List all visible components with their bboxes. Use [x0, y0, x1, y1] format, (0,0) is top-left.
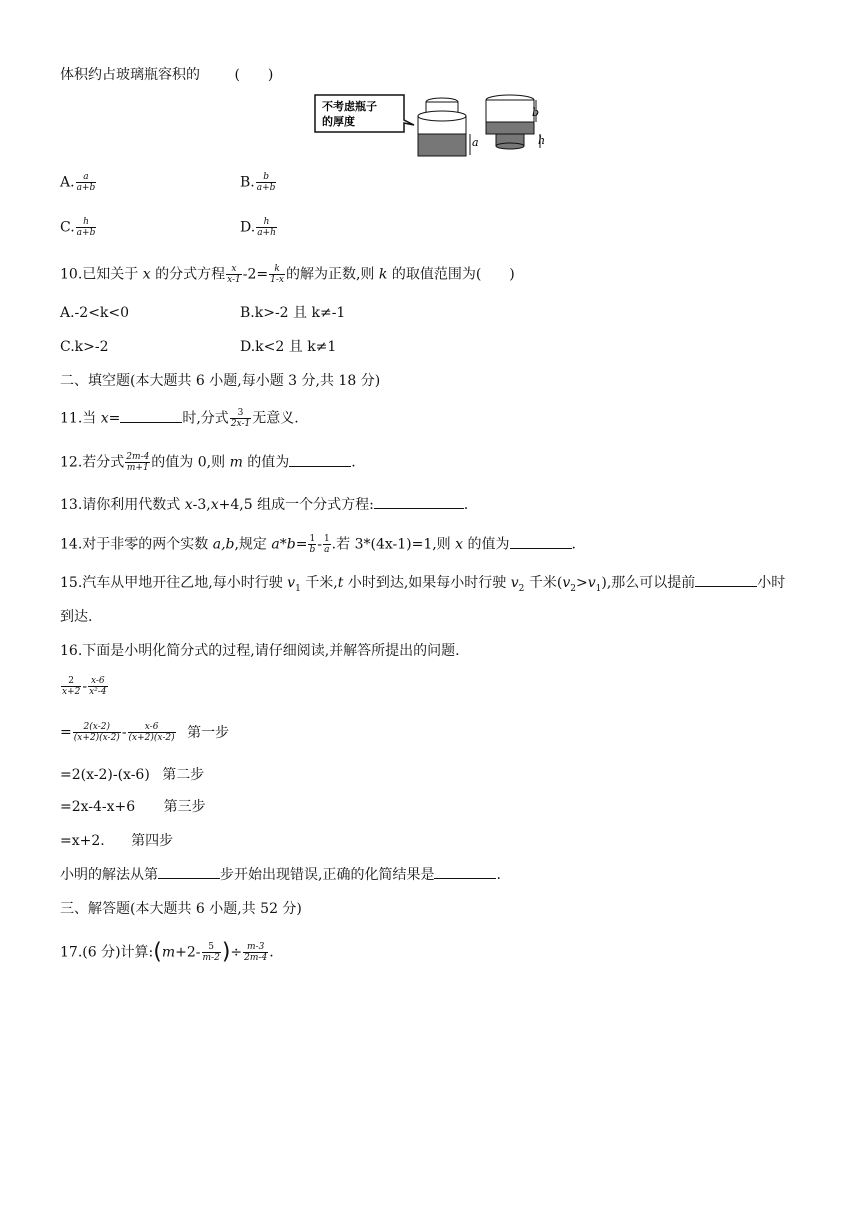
step-label: 第一步	[187, 724, 230, 741]
text: .	[269, 944, 274, 961]
var-v: v	[287, 575, 296, 591]
text: 的值为	[463, 536, 510, 553]
q17	[60, 939, 274, 965]
bubble	[315, 95, 414, 132]
numerator: 2	[61, 676, 81, 687]
step-expr: =2(x-2)-(x-6)	[60, 767, 150, 783]
q9-stem	[60, 66, 273, 84]
q10-option-a: A.-2<k<0	[60, 305, 130, 321]
q10-option-b: B.k>-2 且 k≠-1	[240, 305, 346, 321]
label-h: h	[538, 134, 546, 147]
var-t: t	[337, 575, 344, 591]
q15-line-1: 15.汽车从甲地开往乙地,每小时行驶 $v_1$ 千米,t 小时到达,如果每小时行驶 $v_2$ 千米$(v_2>v_1)$,那么可以提前 小时	[60, 575, 786, 594]
step-label: 第二步	[162, 767, 205, 783]
q14	[60, 534, 576, 555]
var-m: m	[229, 454, 243, 471]
q9-option-c	[60, 217, 97, 238]
q16-step-1: = $\frac{2(x-2)}{(x+2)(x-2)}$ - $\frac{x-6}{(x+2)(x-2)}$ 第一步	[60, 722, 230, 743]
fraction	[308, 534, 316, 555]
numerator: 3	[230, 408, 251, 419]
q16-question	[60, 866, 501, 884]
numerator: k	[269, 264, 285, 275]
text: 17.(6 分)计算:	[60, 944, 154, 961]
fraction	[256, 172, 277, 193]
text: ),那么可以提前	[601, 575, 696, 591]
q16-title: 16.下面是小明化简分式的过程,请仔细阅读,并解答所提出的问题.	[60, 643, 460, 659]
numerator: 1	[309, 534, 316, 544]
var-v: v	[587, 575, 596, 591]
fraction	[76, 217, 97, 238]
numerator: 2m-4	[126, 452, 150, 462]
numerator: 5	[202, 942, 221, 953]
denominator: a	[324, 545, 330, 555]
answer-blank[interactable]	[510, 536, 572, 549]
label-a: a	[472, 136, 479, 149]
text: +4,5 组成一个分式方程:	[218, 497, 374, 513]
fraction	[73, 722, 121, 743]
fraction	[269, 264, 285, 285]
denominator: a+b	[76, 228, 96, 238]
denominator: m+1	[126, 463, 149, 473]
var-v: v	[562, 575, 571, 591]
denominator: 2m-4	[244, 953, 268, 963]
text: -3,	[192, 497, 211, 513]
answer-blank[interactable]	[158, 866, 220, 879]
q10-stem	[60, 264, 515, 285]
fraction	[125, 452, 150, 473]
denominator: a+b	[256, 183, 276, 193]
denominator: x-1	[227, 275, 241, 285]
text: 的值为	[242, 454, 290, 471]
var-ab: a,b	[212, 536, 235, 553]
section-3-heading: 三、解答题(本大题共 6 小题,共 52 分)	[60, 901, 302, 917]
text: .	[571, 536, 576, 553]
bottle-inverted	[486, 95, 545, 149]
fraction	[76, 172, 97, 193]
text: 15.汽车从甲地开往乙地,每小时行驶	[60, 575, 288, 591]
step-label: 第四步	[131, 833, 174, 849]
text: 的分式方程	[155, 266, 226, 283]
bottle-upright	[418, 98, 479, 156]
fraction	[243, 942, 268, 963]
q16-step-2	[60, 766, 204, 784]
q9-option-d	[240, 217, 278, 238]
q9-option-b	[240, 172, 277, 193]
text: 13.请你利用代数式	[60, 497, 185, 513]
denominator: b	[309, 545, 316, 555]
text: 12.若分式	[60, 454, 125, 471]
fraction	[323, 534, 331, 555]
denominator: 1-x	[270, 275, 284, 285]
var-x: x	[210, 497, 219, 513]
q16-step-4	[60, 832, 173, 850]
text: .若 3*(4x-1)=1,则	[331, 536, 456, 553]
text: =	[108, 410, 121, 427]
answer-blank[interactable]	[695, 574, 757, 587]
fraction	[256, 217, 277, 238]
q16-expression: $\frac{2}{x+2}$ - $\frac{x-6}{\text{x²-4}}$	[62, 676, 107, 697]
text: 无意义.	[252, 410, 299, 427]
var-x: x	[100, 410, 109, 427]
numerator: b	[256, 172, 277, 183]
q10-option-d: D.k<2 且 k≠1	[240, 339, 337, 355]
q16-step-3	[60, 798, 206, 816]
text: 时,分式	[182, 410, 229, 427]
q9-answer-paren: ( )	[234, 67, 274, 83]
numerator: a	[76, 172, 97, 183]
text: 小时	[757, 575, 786, 591]
bubble-line-1: 不考虑瓶子	[322, 100, 377, 113]
q9-stem-text: 体积约占玻璃瓶容积的	[60, 67, 200, 83]
text: 的解为正数,则	[285, 266, 375, 283]
right-paren: )	[221, 939, 231, 965]
fraction	[128, 722, 176, 743]
text: -2=	[242, 266, 269, 283]
q10-option-c: C.k>-2	[60, 339, 109, 355]
var-x: x	[455, 536, 464, 553]
numerator: x-6	[128, 722, 176, 733]
denominator: m-2	[202, 953, 220, 963]
text: .	[496, 867, 501, 883]
text: ÷	[230, 944, 243, 961]
numerator: h	[76, 217, 97, 228]
var-v: v	[510, 575, 519, 591]
text: .	[351, 454, 356, 471]
numerator: 2(x-2)	[73, 722, 121, 733]
text: 的取值范围为( )	[391, 266, 515, 283]
text: 14.对于非零的两个实数	[60, 536, 213, 553]
denominator: (x+2)(x-2)	[128, 733, 175, 743]
fraction	[202, 942, 221, 963]
step-expr: =x+2.	[60, 833, 105, 849]
answer-blank[interactable]	[374, 496, 464, 509]
text: .	[463, 497, 469, 513]
text: 小明的解法从第	[60, 867, 158, 883]
answer-blank[interactable]	[434, 866, 496, 879]
text: 10.已知关于	[60, 266, 139, 283]
q13	[60, 496, 468, 514]
option-letter: C.	[60, 219, 75, 236]
text: 小时到达,如果每小时行驶	[343, 575, 511, 591]
q15-line-2: 到达.	[60, 609, 93, 625]
denominator: (x+2)(x-2)	[73, 733, 120, 743]
denominator: x+2	[62, 687, 81, 697]
var-k: k	[378, 266, 388, 283]
denominator: x²-4	[89, 687, 107, 697]
text: +2-	[175, 944, 201, 961]
text: 千米(	[524, 575, 563, 591]
var-m: m	[161, 944, 176, 961]
expr-a-star-b: a*b	[271, 536, 296, 553]
text: -	[317, 536, 322, 553]
answer-blank[interactable]	[120, 410, 182, 423]
bubble-line-2: 的厚度	[322, 115, 355, 128]
fraction	[61, 676, 81, 697]
text: =	[295, 536, 308, 553]
numerator: 1	[323, 534, 330, 544]
denominator: a+b	[76, 183, 96, 193]
numerator: x-6	[88, 676, 107, 687]
var-x: x	[142, 266, 151, 283]
text: 的值为 0,则	[151, 454, 230, 471]
step-expr: =2x-4-x+6	[60, 799, 136, 815]
fraction	[88, 676, 107, 697]
option-letter: D.	[240, 219, 256, 236]
var-x: x	[184, 497, 193, 513]
section-2-heading: 二、填空题(本大题共 6 小题,每小题 3 分,共 18 分)	[60, 373, 381, 389]
left-paren: (	[153, 939, 162, 965]
label-b: b	[532, 106, 540, 119]
numerator: m-3	[243, 942, 268, 953]
fraction	[226, 264, 242, 285]
step-label: 第三步	[163, 799, 206, 815]
numerator: h	[256, 217, 277, 228]
answer-blank[interactable]	[289, 454, 351, 467]
bottle-figure	[312, 92, 552, 158]
denominator: 2x-1	[230, 419, 251, 429]
option-letter: B.	[240, 174, 255, 191]
numerator: x	[226, 264, 242, 275]
option-letter: A.	[60, 174, 75, 191]
q12	[60, 452, 356, 473]
denominator: a+h	[257, 228, 276, 238]
text: >	[575, 575, 588, 591]
q11	[60, 408, 299, 429]
q9-option-a	[60, 172, 97, 193]
text: 11.当	[60, 410, 101, 427]
fraction	[230, 408, 251, 429]
text: 千米,	[300, 575, 338, 591]
text: 步开始出现错误,正确的化简结果是	[220, 867, 435, 883]
text: ,规定	[234, 536, 272, 553]
